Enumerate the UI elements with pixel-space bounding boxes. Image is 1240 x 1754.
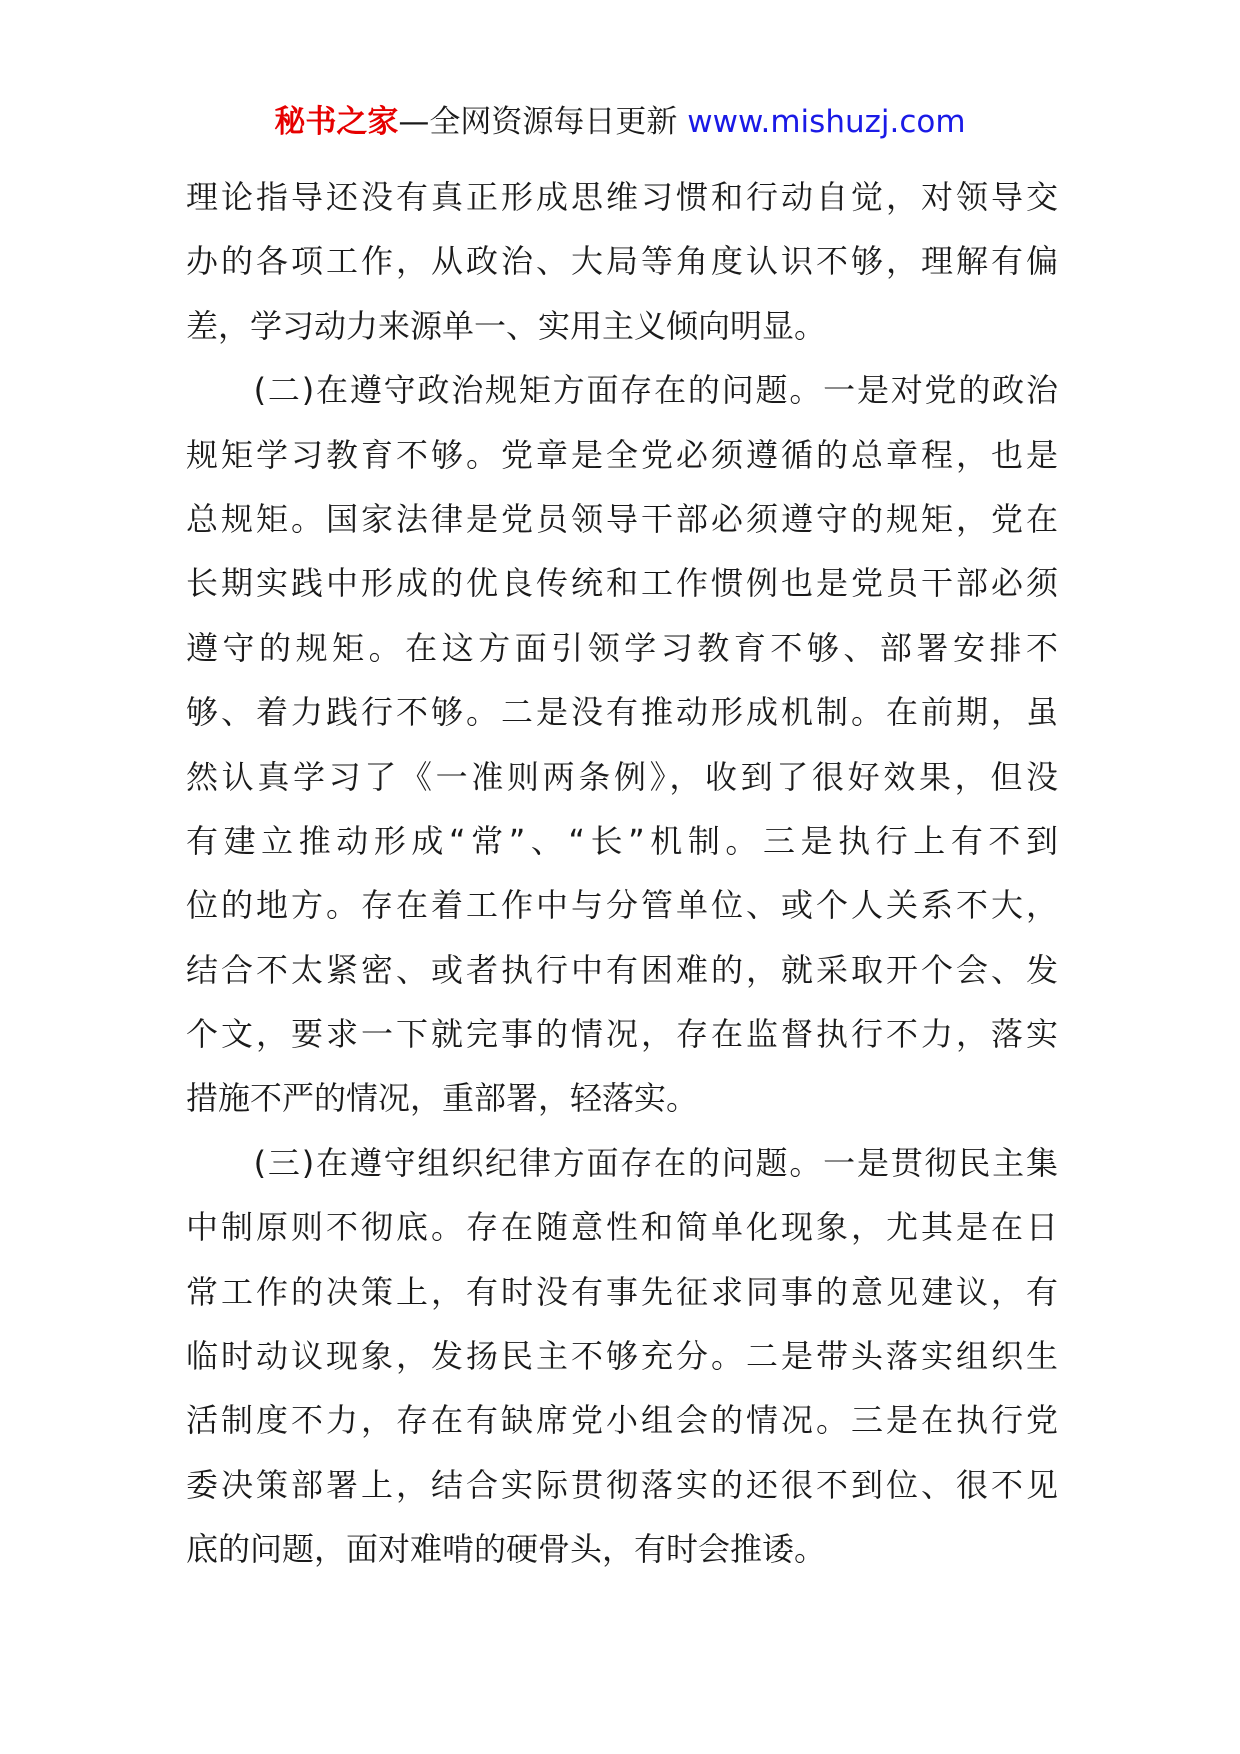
text-line: 办的各项工作，从政治、大局等角度认识不够，理解有偏 — [186, 242, 1058, 281]
text-line: 规矩学习教育不够。党章是全党必须遵循的总章程，也是 — [186, 435, 1058, 474]
text-line: 结合不太紧密、或者执行中有困难的，就采取开个会、发 — [186, 950, 1058, 989]
text-line: 措施不严的情况，重部署，轻落实。 — [186, 1079, 699, 1118]
text-line: 总规矩。国家法律是党员领导干部必须遵守的规矩，党在 — [186, 499, 1058, 538]
document-body — [186, 165, 1058, 1582]
text-line: 理论指导还没有真正形成思维习惯和行动自觉，对领导交 — [186, 178, 1058, 216]
text-line: 差，学习动力来源单一、实用主义倾向明显。 — [186, 306, 827, 345]
text-line: 活制度不力，存在有缺席党小组会的情况。三是在执行党 — [186, 1401, 1058, 1440]
text-line: 底的问题，面对难啃的硬骨头，有时会推诿。 — [186, 1530, 827, 1569]
text-line: 委决策部署上，结合实际贯彻落实的还很不到位、很不见 — [186, 1465, 1058, 1504]
site-url-link[interactable]: www.mishuzj.com — [687, 104, 966, 140]
text-line: 常工作的决策上，有时没有事先征求同事的意见建议，有 — [186, 1272, 1058, 1311]
text-line: 中制原则不彻底。存在随意性和简单化现象，尤其是在日 — [186, 1208, 1058, 1247]
text-line: 遵守的规矩。在这方面引领学习教育不够、部署安排不 — [186, 628, 1058, 667]
site-header — [0, 100, 1240, 144]
site-tagline: —全网资源每日更新 — [398, 104, 688, 140]
text-line: 长期实践中形成的优良传统和工作惯例也是党员干部必须 — [186, 564, 1058, 603]
text-line: 够、着力践行不够。二是没有推动形成机制。在前期，虽 — [186, 693, 1058, 732]
site-brand: 秘书之家 — [274, 104, 399, 140]
text-line: 有建立推动形成“常”、“长”机制。三是执行上有不到 — [186, 821, 1058, 860]
text-line: 个文，要求一下就完事的情况，存在监督执行不力，落实 — [186, 1015, 1058, 1054]
text-line: (二)在遵守政治规矩方面存在的问题。一是对党的政治 — [186, 371, 1058, 410]
text-line: (三)在遵守组织纪律方面存在的问题。一是贯彻民主集 — [186, 1143, 1058, 1182]
text-line: 临时动议现象，发扬民主不够充分。二是带头落实组织生 — [186, 1337, 1058, 1376]
text-line: 然认真学习了《一准则两条例》，收到了很好效果，但没 — [186, 757, 1058, 796]
text-line: 位的地方。存在着工作中与分管单位、或个人关系不大， — [186, 886, 1058, 925]
